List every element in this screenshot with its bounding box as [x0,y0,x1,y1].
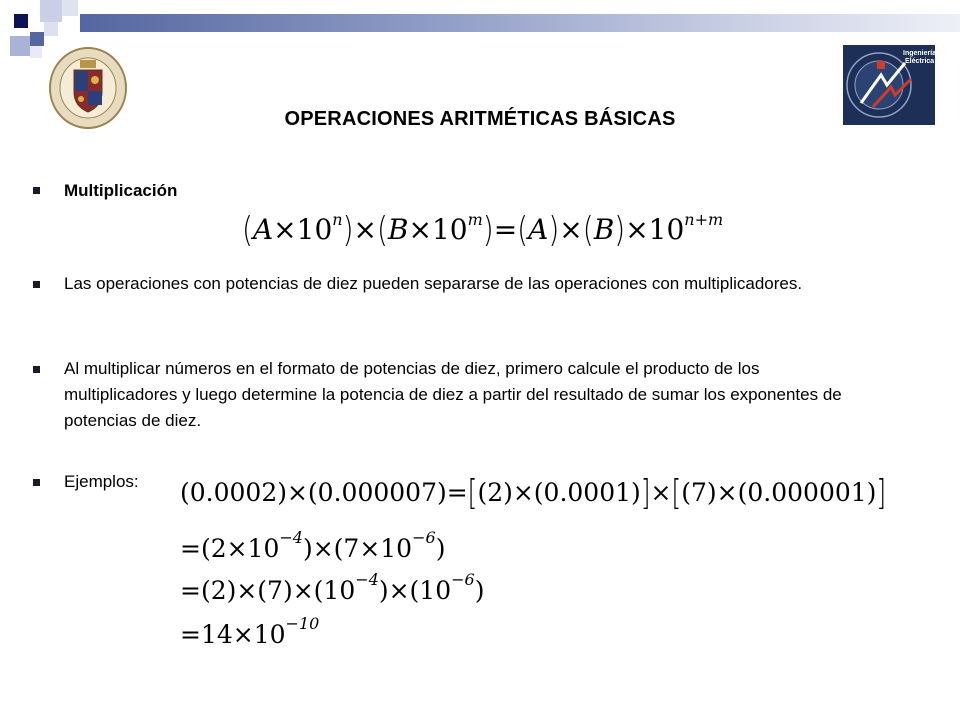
example-line-2: $=(2\times 10^{-4})\times(7\times 10^{-6})$ [180,528,446,563]
bullet-separation-text: Las operaciones con potencias de diez pueden separarse de las operaciones con multiplicadores. [64,274,803,293]
bullet-examples-label: Ejemplos: [64,472,139,491]
example-line-3: $=(2)\times(7)\times(10^{-4})\times(10^{-6})$ [180,570,485,605]
corner-square-mid [10,36,30,56]
example-line-4: $=14\times 10^{-10}$ [180,614,320,649]
bullet-marker [33,187,40,194]
bullet-marker [33,479,40,486]
corner-square-dark [14,14,28,28]
corner-square-light [62,0,78,16]
svg-text:Ingeniería: Ingeniería [903,50,935,57]
corner-square-light [40,0,62,22]
corner-square-mid [30,32,44,46]
bullet-procedure-text: Al multiplicar números en el formato de potencias de diez, primero calcule el producto de los multiplicadores y luego determine la potencia de diez a partir del resultado de sumar los exponentes de potencias de diez. [64,359,842,430]
header-gradient-bar [80,14,960,32]
svg-text:Eléctrica: Eléctrica [905,58,935,65]
bullet-multiplicacion: Multiplicación [64,181,178,200]
bullet-marker [33,281,40,288]
formula-multiplication-rule: $(A\times 10^n)\times(B\times 10^m)=(A)\times(B)\times 10^{n+m}$ [242,208,724,251]
bullet-marker [33,366,40,373]
example-line-1: (0.0002)×(0.000007)=[(2)×(0.0001)]×[(7)×(0.000001)] [180,472,887,513]
corner-square-pale [44,22,58,36]
corner-square-pale [30,46,42,58]
slide-title: OPERACIONES ARITMÉTICAS BÁSICAS [284,108,676,130]
